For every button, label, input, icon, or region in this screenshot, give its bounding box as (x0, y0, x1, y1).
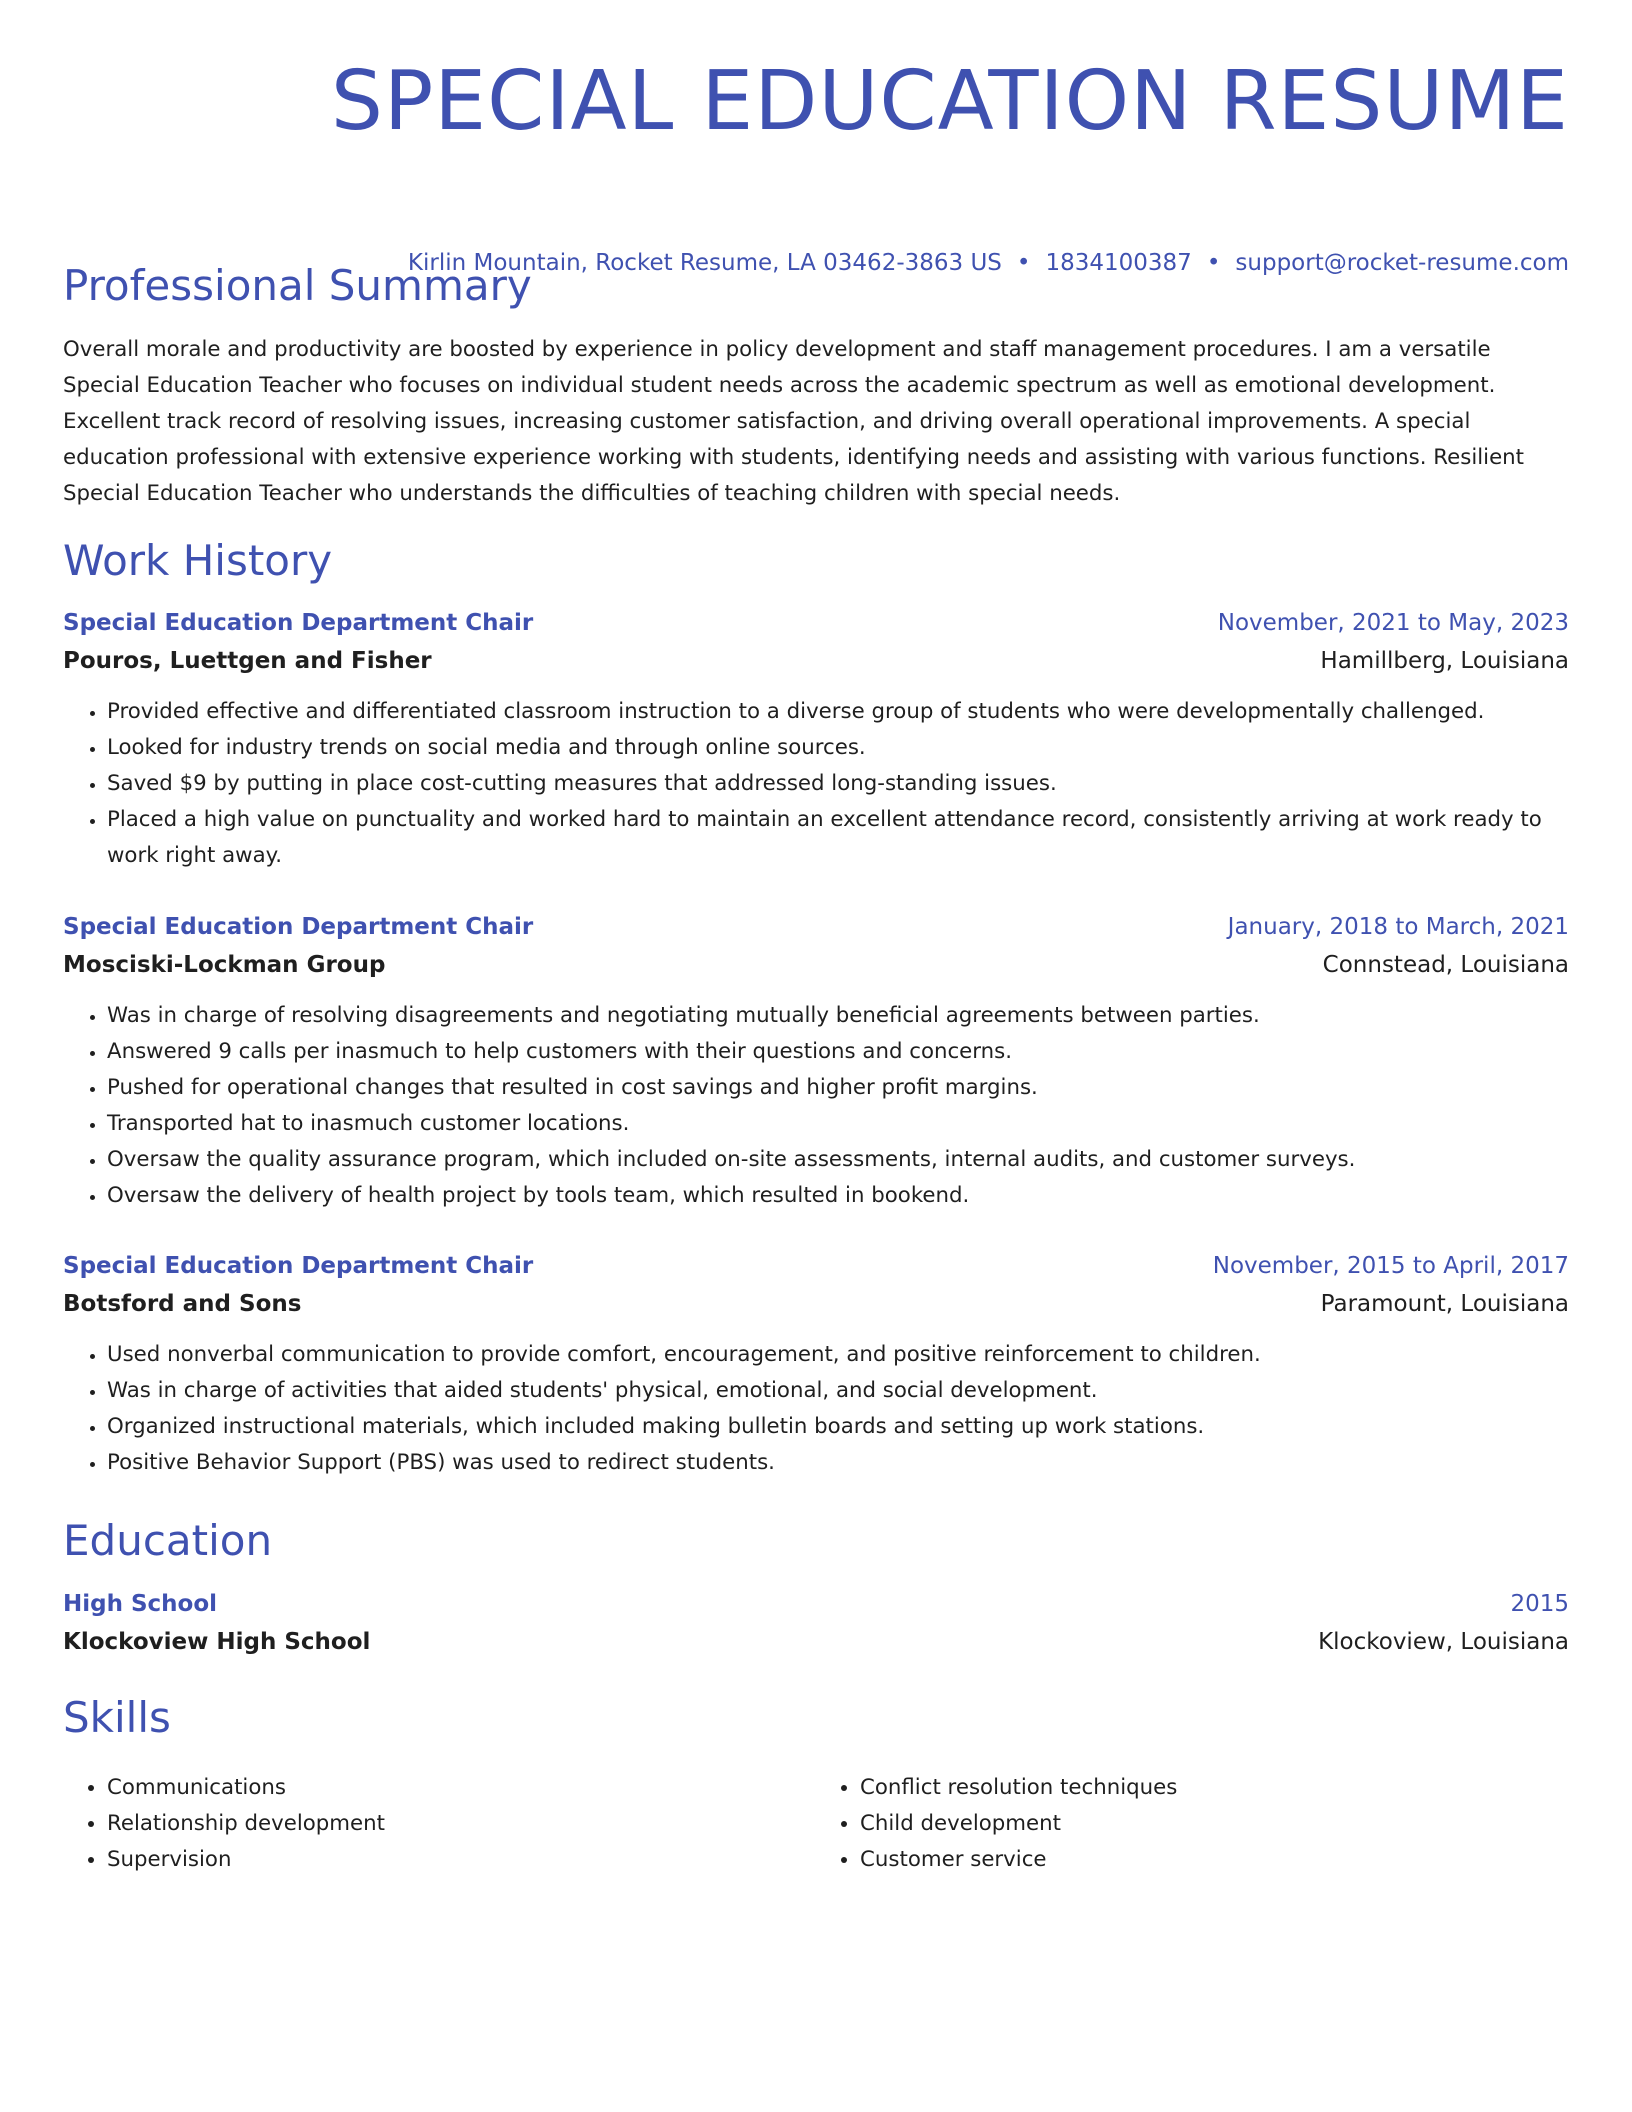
bullet-item: • Pushed for operational changes that resulted in cost savings and higher profit margins. (107, 1070, 1569, 1106)
bullet-item: • Was in charge of resolving disagreements and negotiating mutually beneficial agreements between parties. (107, 998, 1569, 1034)
job-entry (63, 1247, 1569, 1481)
contact-line (408, 250, 1569, 276)
skill-item: • Relationship development (107, 1806, 816, 1842)
bullet-item: • Oversaw the delivery of health project by tools team, which resulted in bookend. (107, 1178, 1569, 1214)
resume-title: SPECIAL EDUCATION RESUME (330, 54, 1569, 149)
job-bullets (63, 998, 1569, 1214)
summary-heading: Professional Summary (63, 261, 532, 310)
skills-heading: Skills (63, 1693, 171, 1742)
company-name: Mosciski-Lockman Group (63, 952, 386, 978)
skills-list (63, 1770, 1569, 1878)
skill-item: • Communications (107, 1770, 816, 1806)
bullet-item: • Transported hat to inasmuch customer locations. (107, 1106, 1569, 1142)
school-location: Klockoview, Louisiana (1318, 1629, 1569, 1655)
company-name: Pouros, Luettgen and Fisher (63, 648, 432, 674)
job-bullets (63, 694, 1569, 874)
job-title: Special Education Department Chair (63, 914, 534, 940)
bullet-item: • Was in charge of activities that aided students' physical, emotional, and social development. (107, 1373, 1569, 1409)
separator-dot: • (1016, 250, 1031, 276)
bullet-item: • Placed a high value on punctuality and worked hard to maintain an excellent attendance record, consistently arriving at work ready to work right away. (107, 802, 1569, 874)
job-bullets (63, 1337, 1569, 1481)
job-dates: January, 2018 to March, 2021 (1227, 914, 1569, 940)
contact-address: Kirlin Mountain, Rocket Resume, LA 03462-3863 US (407, 250, 1002, 276)
job-location: Connstead, Louisiana (1322, 952, 1569, 978)
bullet-item: • Answered 9 calls per inasmuch to help customers with their questions and concerns. (107, 1034, 1569, 1070)
bullet-item: • Used nonverbal communication to provide comfort, encouragement, and positive reinforcement to children. (107, 1337, 1569, 1373)
bullet-item: • Saved $9 by putting in place cost-cutting measures that addressed long-standing issues. (107, 766, 1569, 802)
contact-email: support@rocket-resume.com (1235, 250, 1569, 276)
job-entry (63, 604, 1569, 874)
skill-item: • Customer service (860, 1842, 1569, 1878)
education-degree: High School (63, 1591, 218, 1617)
skills-column-right (816, 1770, 1569, 1878)
company-name: Botsford and Sons (63, 1291, 302, 1317)
skills-column-left (63, 1770, 816, 1878)
bullet-item: • Organized instructional materials, which included making bulletin boards and setting up work stations. (107, 1409, 1569, 1445)
education-heading: Education (63, 1516, 273, 1565)
job-dates: November, 2015 to April, 2017 (1212, 1253, 1569, 1279)
bullet-item: • Oversaw the quality assurance program, which included on-site assessments, internal audits, and customer surveys. (107, 1142, 1569, 1178)
work-history-heading: Work History (63, 536, 333, 585)
job-title: Special Education Department Chair (63, 610, 534, 636)
job-title: Special Education Department Chair (63, 1253, 534, 1279)
bullet-item: • Provided effective and differentiated classroom instruction to a diverse group of students who were developmentally challenged. (107, 694, 1569, 730)
bullet-item: • Looked for industry trends on social media and through online sources. (107, 730, 1569, 766)
education-year: 2015 (1510, 1591, 1569, 1617)
summary-text: Overall morale and productivity are boosted by experience in policy development and staff management procedures. I am a versatile Special Education Teacher who focuses on individual student needs across the academic spectrum as well as emotional development. Excellent track record of resolving issues, increasing customer satisfaction, and driving overall operational improvements. A special education professional with extensive experience working with students, identifying needs and assisting with various functions. Resilient Special Education Teacher who understands the difficulties of teaching children with special needs. (63, 337, 1525, 506)
education-entry (63, 1585, 1569, 1661)
contact-phone: 1834100387 (1045, 250, 1192, 276)
skill-item: • Supervision (107, 1842, 816, 1878)
separator-dot: • (1206, 250, 1221, 276)
skill-item: • Conflict resolution techniques (860, 1770, 1569, 1806)
bullet-item: • Positive Behavior Support (PBS) was used to redirect students. (107, 1445, 1569, 1481)
school-name: Klockoview High School (63, 1629, 371, 1655)
job-location: Hamillberg, Louisiana (1320, 648, 1569, 674)
job-entry (63, 908, 1569, 1214)
job-dates: November, 2021 to May, 2023 (1217, 610, 1569, 636)
skill-item: • Child development (860, 1806, 1569, 1842)
job-location: Paramount, Louisiana (1320, 1291, 1569, 1317)
